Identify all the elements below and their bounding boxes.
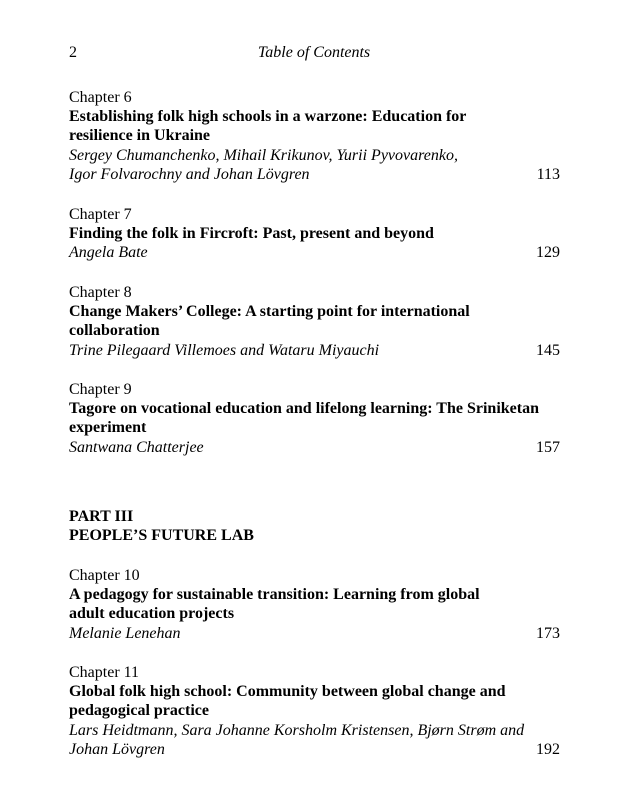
chapter-title-line: Finding the folk in Fircroft: Past, present and beyond xyxy=(69,225,434,243)
chapter-page-number: 173 xyxy=(536,624,560,642)
chapter-authors-line: Angela Bate xyxy=(69,244,148,262)
chapter-page-number: 157 xyxy=(536,438,560,456)
toc-entry-chapter-7[interactable] xyxy=(69,205,560,263)
page-number: 2 xyxy=(69,44,77,61)
chapter-label: Chapter 11 xyxy=(69,664,140,681)
chapter-title-line: collaboration xyxy=(69,322,160,340)
chapter-page-number: 129 xyxy=(536,244,560,262)
chapter-page-number: 145 xyxy=(536,341,560,359)
chapter-authors-line: Melanie Lenehan xyxy=(69,624,181,642)
running-head xyxy=(69,44,559,66)
chapter-label: Chapter 10 xyxy=(69,567,140,584)
chapter-authors-line: Trine Pilegaard Villemoes and Wataru Miyauchi xyxy=(69,341,380,359)
toc-entry-chapter-9[interactable] xyxy=(69,380,560,457)
chapter-title-line: Tagore on vocational education and lifelong learning: The Sriniketan xyxy=(69,400,539,418)
part-title: PEOPLE’S FUTURE LAB xyxy=(69,527,254,545)
chapter-title-line: Establishing folk high schools in a warzone: Education for xyxy=(69,108,467,126)
chapter-label: Chapter 7 xyxy=(69,206,132,223)
chapter-title-line: A pedagogy for sustainable transition: Learning from global xyxy=(69,586,480,604)
chapter-title-line: adult education projects xyxy=(69,605,235,623)
chapter-page-number: 192 xyxy=(536,740,560,758)
part-label: PART III xyxy=(69,508,134,525)
chapter-label: Chapter 8 xyxy=(69,284,132,301)
toc-entry-chapter-11[interactable] xyxy=(69,663,560,759)
chapter-label: Chapter 9 xyxy=(69,381,132,398)
chapter-title-line: resilience in Ukraine xyxy=(69,127,211,145)
part-heading xyxy=(69,507,254,545)
chapter-authors-line: Johan Lövgren xyxy=(69,740,165,758)
chapter-authors-line: Santwana Chatterjee xyxy=(69,438,204,456)
toc-entry-chapter-6[interactable] xyxy=(69,88,560,184)
toc-entry-chapter-8[interactable] xyxy=(69,283,560,360)
chapter-title-line: experiment xyxy=(69,419,147,437)
chapter-authors-line: Sergey Chumanchenko, Mihail Krikunov, Yurii Pyvovarenko, xyxy=(69,146,458,164)
chapter-authors-line: Igor Folvarochny and Johan Lövgren xyxy=(69,165,310,183)
chapter-title-line: Change Makers’ College: A starting point for international xyxy=(69,303,470,321)
chapter-authors-line: Lars Heidtmann, Sara Johanne Korsholm Kristensen, Bjørn Strøm and xyxy=(69,721,525,739)
running-title: Table of Contents xyxy=(257,44,371,61)
chapter-label: Chapter 6 xyxy=(69,89,132,106)
toc-entry-chapter-10[interactable] xyxy=(69,566,560,643)
chapter-title-line: Global folk high school: Community between global change and xyxy=(69,683,506,701)
chapter-title-line: pedagogical practice xyxy=(69,702,209,720)
chapter-page-number: 113 xyxy=(536,165,560,183)
